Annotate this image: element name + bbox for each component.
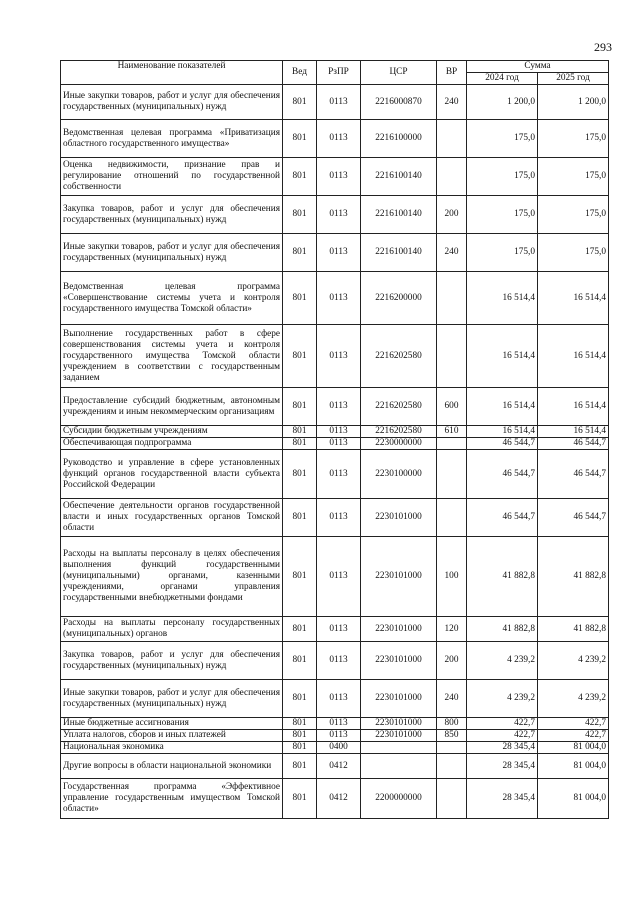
table-row — [61, 158, 609, 196]
row-rzpr: 0113 — [317, 388, 361, 426]
row-ved: 801 — [283, 325, 317, 388]
row-csr: 2230100000 — [361, 450, 437, 499]
row-csr: 2216100140 — [361, 158, 437, 196]
row-name: Выполнение государственных работ в сфере совершенствования системы учета и контроля государственного имущества Томской области учреждением в соответствии с государственным заданием — [61, 325, 283, 388]
table-row — [61, 388, 609, 426]
row-vr — [437, 779, 467, 819]
row-csr: 2230101000 — [361, 718, 437, 730]
row-rzpr: 0412 — [317, 754, 361, 779]
header-sum: Сумма — [467, 61, 609, 73]
table-row — [61, 642, 609, 680]
row-name: Расходы на выплаты персоналу государственных (муниципальных) органов — [61, 617, 283, 642]
row-vr — [437, 754, 467, 779]
row-sum-2025: 16 514,4 — [538, 388, 609, 426]
row-name: Иные бюджетные ассигнования — [61, 718, 283, 730]
table-row — [61, 234, 609, 272]
row-ved: 801 — [283, 718, 317, 730]
row-ved: 801 — [283, 196, 317, 234]
row-sum-2024: 41 882,8 — [467, 617, 538, 642]
row-name: Обеспечивающая подпрограмма — [61, 438, 283, 450]
row-rzpr: 0113 — [317, 642, 361, 680]
row-vr: 240 — [437, 234, 467, 272]
row-name: Оценка недвижимости, признание прав и регулирование отношений по государственной собственности — [61, 158, 283, 196]
header-vr: ВР — [437, 61, 467, 85]
row-sum-2025: 175,0 — [538, 234, 609, 272]
row-name: Иные закупки товаров, работ и услуг для обеспечения государственных (муниципальных) нужд — [61, 680, 283, 718]
row-ved: 801 — [283, 272, 317, 325]
row-sum-2025: 16 514,4 — [538, 426, 609, 438]
row-ved: 801 — [283, 120, 317, 158]
table-row — [61, 120, 609, 158]
row-name: Закупка товаров, работ и услуг для обеспечения государственных (муниципальных) нужд — [61, 642, 283, 680]
row-ved: 801 — [283, 85, 317, 120]
table-row — [61, 426, 609, 438]
row-sum-2024: 175,0 — [467, 158, 538, 196]
row-rzpr: 0113 — [317, 234, 361, 272]
row-ved: 801 — [283, 438, 317, 450]
table-row — [61, 85, 609, 120]
row-sum-2025: 46 544,7 — [538, 438, 609, 450]
row-vr: 200 — [437, 196, 467, 234]
row-sum-2024: 46 544,7 — [467, 438, 538, 450]
row-rzpr: 0113 — [317, 680, 361, 718]
row-ved: 801 — [283, 158, 317, 196]
row-csr — [361, 742, 437, 754]
row-rzpr: 0113 — [317, 426, 361, 438]
row-ved: 801 — [283, 388, 317, 426]
row-sum-2025: 41 882,8 — [538, 617, 609, 642]
row-name: Другие вопросы в области национальной экономики — [61, 754, 283, 779]
row-ved: 801 — [283, 426, 317, 438]
row-name: Руководство и управление в сфере установленных функций органов государственной власти субъекта Российской Федерации — [61, 450, 283, 499]
row-rzpr: 0113 — [317, 438, 361, 450]
row-vr — [437, 272, 467, 325]
row-vr: 200 — [437, 642, 467, 680]
row-vr: 240 — [437, 85, 467, 120]
row-rzpr: 0113 — [317, 718, 361, 730]
row-name: Иные закупки товаров, работ и услуг для обеспечения государственных (муниципальных) нужд — [61, 234, 283, 272]
row-ved: 801 — [283, 730, 317, 742]
row-sum-2024: 175,0 — [467, 120, 538, 158]
row-vr: 100 — [437, 537, 467, 617]
row-csr: 2230101000 — [361, 617, 437, 642]
table-row — [61, 730, 609, 742]
row-sum-2024: 28 345,4 — [467, 742, 538, 754]
row-sum-2025: 175,0 — [538, 196, 609, 234]
row-vr — [437, 158, 467, 196]
row-vr: 800 — [437, 718, 467, 730]
table-row — [61, 537, 609, 617]
row-csr: 2230000000 — [361, 438, 437, 450]
row-rzpr: 0113 — [317, 272, 361, 325]
row-sum-2024: 46 544,7 — [467, 499, 538, 537]
row-csr: 2216200000 — [361, 272, 437, 325]
row-csr: 2216100140 — [361, 234, 437, 272]
row-rzpr: 0113 — [317, 120, 361, 158]
table-row — [61, 450, 609, 499]
row-name: Государственная программа «Эффективное управление государственным имуществом Томской области» — [61, 779, 283, 819]
row-sum-2024: 46 544,7 — [467, 450, 538, 499]
row-name: Предоставление субсидий бюджетным, автономным учреждениям и иным некоммерческим организациям — [61, 388, 283, 426]
row-sum-2024: 422,7 — [467, 730, 538, 742]
row-sum-2025: 46 544,7 — [538, 499, 609, 537]
table-row — [61, 754, 609, 779]
row-vr: 850 — [437, 730, 467, 742]
header-ved: Вед — [283, 61, 317, 85]
row-ved: 801 — [283, 617, 317, 642]
row-sum-2025: 422,7 — [538, 730, 609, 742]
row-name: Ведомственная целевая программа «Совершенствование системы учета и контроля государственного имущества Томской области» — [61, 272, 283, 325]
row-ved: 801 — [283, 680, 317, 718]
row-rzpr: 0113 — [317, 499, 361, 537]
row-ved: 801 — [283, 537, 317, 617]
row-csr: 2216202580 — [361, 388, 437, 426]
row-sum-2024: 16 514,4 — [467, 325, 538, 388]
row-csr: 2230101000 — [361, 680, 437, 718]
table-row — [61, 617, 609, 642]
row-sum-2025: 175,0 — [538, 120, 609, 158]
row-sum-2024: 4 239,2 — [467, 642, 538, 680]
row-sum-2025: 422,7 — [538, 718, 609, 730]
row-vr: 240 — [437, 680, 467, 718]
row-ved: 801 — [283, 742, 317, 754]
row-ved: 801 — [283, 642, 317, 680]
row-vr — [437, 499, 467, 537]
row-name: Уплата налогов, сборов и иных платежей — [61, 730, 283, 742]
row-name: Ведомственная целевая программа «Приватизация областного государственного имущества» — [61, 120, 283, 158]
row-csr: 2216202580 — [361, 426, 437, 438]
row-sum-2025: 46 544,7 — [538, 450, 609, 499]
row-name: Иные закупки товаров, работ и услуг для обеспечения государственных (муниципальных) нужд — [61, 85, 283, 120]
row-rzpr: 0113 — [317, 158, 361, 196]
row-sum-2025: 4 239,2 — [538, 680, 609, 718]
row-sum-2025: 81 004,0 — [538, 779, 609, 819]
row-name: Субсидии бюджетным учреждениям — [61, 426, 283, 438]
table-row — [61, 499, 609, 537]
row-sum-2025: 16 514,4 — [538, 325, 609, 388]
row-vr: 610 — [437, 426, 467, 438]
table-row — [61, 742, 609, 754]
row-ved: 801 — [283, 779, 317, 819]
row-rzpr: 0412 — [317, 779, 361, 819]
row-ved: 801 — [283, 499, 317, 537]
table-row — [61, 325, 609, 388]
row-rzpr: 0113 — [317, 730, 361, 742]
row-sum-2024: 16 514,4 — [467, 426, 538, 438]
row-sum-2024: 41 882,8 — [467, 537, 538, 617]
row-ved: 801 — [283, 234, 317, 272]
page-number: 293 — [594, 40, 612, 54]
row-csr: 2200000000 — [361, 779, 437, 819]
header-year-2024: 2024 год — [467, 73, 538, 85]
row-sum-2025: 1 200,0 — [538, 85, 609, 120]
row-name: Обеспечение деятельности органов государственной власти и иных государственных органов Томской области — [61, 499, 283, 537]
table-row — [61, 438, 609, 450]
row-rzpr: 0113 — [317, 85, 361, 120]
row-rzpr: 0113 — [317, 617, 361, 642]
row-csr: 2216100000 — [361, 120, 437, 158]
row-csr: 2216000870 — [361, 85, 437, 120]
row-rzpr: 0113 — [317, 196, 361, 234]
row-csr: 2230101000 — [361, 537, 437, 617]
row-vr — [437, 120, 467, 158]
row-sum-2025: 4 239,2 — [538, 642, 609, 680]
row-sum-2024: 4 239,2 — [467, 680, 538, 718]
table-row — [61, 680, 609, 718]
table-row — [61, 779, 609, 819]
row-rzpr: 0400 — [317, 742, 361, 754]
row-sum-2025: 81 004,0 — [538, 754, 609, 779]
row-sum-2024: 175,0 — [467, 234, 538, 272]
row-vr — [437, 438, 467, 450]
row-vr — [437, 450, 467, 499]
row-vr: 120 — [437, 617, 467, 642]
row-name: Закупка товаров, работ и услуг для обеспечения государственных (муниципальных) нужд — [61, 196, 283, 234]
row-rzpr: 0113 — [317, 537, 361, 617]
header-csr: ЦСР — [361, 61, 437, 85]
row-ved: 801 — [283, 450, 317, 499]
row-rzpr: 0113 — [317, 450, 361, 499]
row-csr: 2216202580 — [361, 325, 437, 388]
row-vr — [437, 325, 467, 388]
header-rzpr: РзПР — [317, 61, 361, 85]
row-csr: 2230101000 — [361, 730, 437, 742]
row-rzpr: 0113 — [317, 325, 361, 388]
table-row — [61, 718, 609, 730]
table-row — [61, 196, 609, 234]
header-year-2025: 2025 год — [538, 73, 609, 85]
row-sum-2024: 28 345,4 — [467, 779, 538, 819]
row-name: Расходы на выплаты персоналу в целях обеспечения выполнения функций государственными (муниципальными) органами, казенными учреждениями, органами управления государственными внебюджетными фондами — [61, 537, 283, 617]
row-sum-2025: 41 882,8 — [538, 537, 609, 617]
row-sum-2024: 175,0 — [467, 196, 538, 234]
table-row — [61, 272, 609, 325]
row-sum-2025: 81 004,0 — [538, 742, 609, 754]
row-sum-2024: 16 514,4 — [467, 272, 538, 325]
row-sum-2025: 175,0 — [538, 158, 609, 196]
row-csr: 2216100140 — [361, 196, 437, 234]
row-sum-2025: 16 514,4 — [538, 272, 609, 325]
row-sum-2024: 422,7 — [467, 718, 538, 730]
row-sum-2024: 1 200,0 — [467, 85, 538, 120]
row-sum-2024: 16 514,4 — [467, 388, 538, 426]
row-vr: 600 — [437, 388, 467, 426]
header-name: Наименование показателей — [61, 61, 283, 85]
row-csr — [361, 754, 437, 779]
row-name: Национальная экономика — [61, 742, 283, 754]
budget-table — [60, 60, 609, 819]
row-vr — [437, 742, 467, 754]
row-sum-2024: 28 345,4 — [467, 754, 538, 779]
row-csr: 2230101000 — [361, 642, 437, 680]
row-csr: 2230101000 — [361, 499, 437, 537]
row-ved: 801 — [283, 754, 317, 779]
